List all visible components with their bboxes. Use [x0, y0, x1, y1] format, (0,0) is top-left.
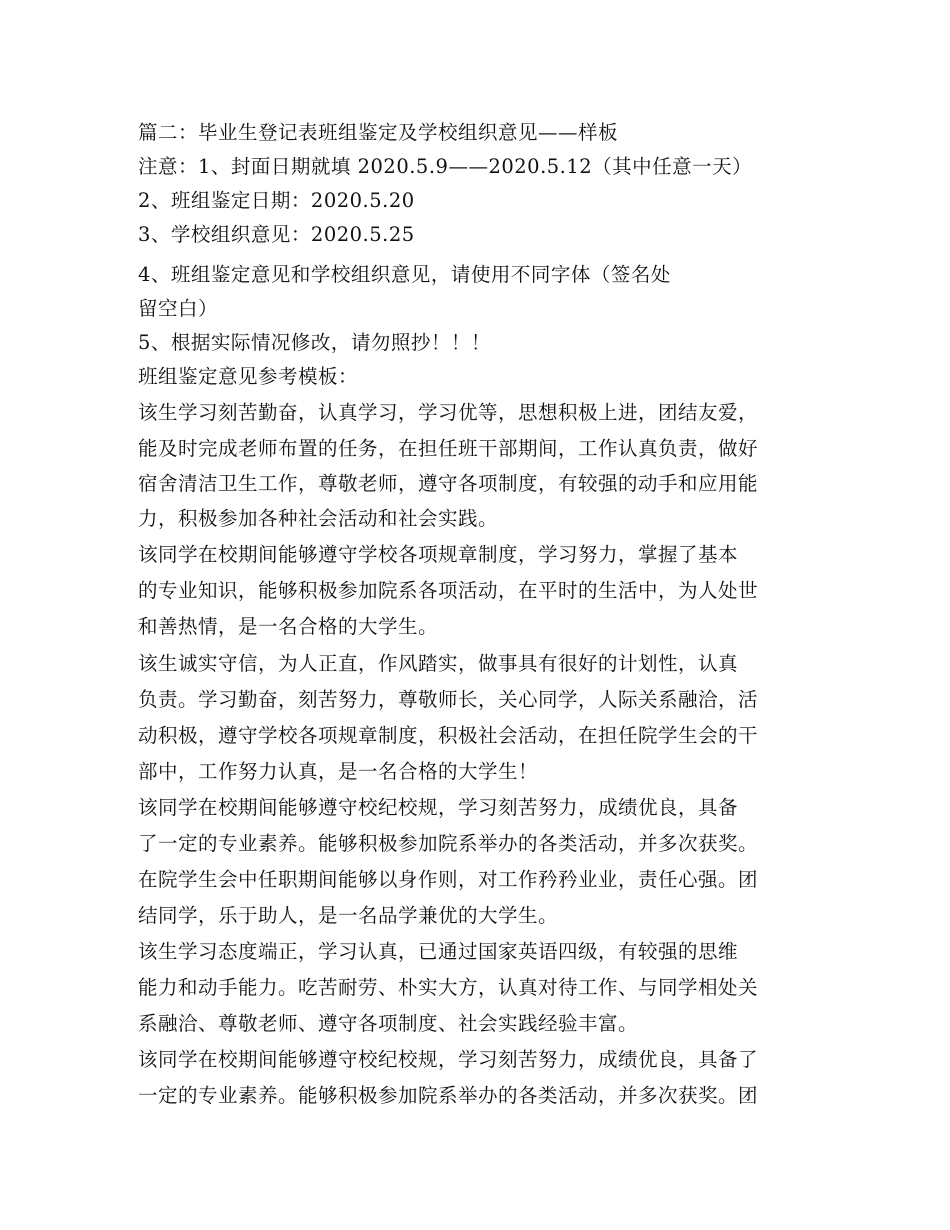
paragraph-line: 负责。学习勤奋，刻苦努力，尊敬师长，关心同学，人际关系融洽，活 [138, 688, 759, 711]
paragraph-line: 和善热情，是一名合格的大学生。 [138, 615, 439, 638]
paragraph-line: 能及时完成老师布置的任务，在担任班干部期间，工作认真负责，做好 [138, 437, 759, 460]
paragraph-line: 该生学习刻苦勤奋，认真学习，学习优等，思想积极上进，团结友爱， [138, 401, 759, 424]
paragraph-line: 在院学生会中任职期间能够以身作则，对工作矜矜业业，责任心强。团 [138, 868, 759, 891]
paragraph-line: 部中，工作努力认真，是一名合格的大学生！ [138, 760, 539, 783]
paragraph-line: 一定的专业素养。能够积极参加院系举办的各类活动，并多次获奖。团 [138, 1084, 759, 1107]
paragraph-line: 该生诚实守信，为人正直，作风踏实，做事具有很好的计划性，认真 [138, 652, 739, 675]
note-line: 留空白） [138, 297, 219, 320]
note-line: 2、班组鉴定日期：2020.5.20 [138, 189, 415, 212]
paragraph-line: 该同学在校期间能够遵守学校各项规章制度，学习努力，掌握了基本 [138, 543, 739, 566]
doc-title: 篇二：毕业生登记表班组鉴定及学校组织意见——样板 [138, 121, 619, 144]
paragraph-line: 该生学习态度端正，学习认真，已通过国家英语四级，有较强的思维 [138, 940, 739, 963]
note-line: 注意：1、封面日期就填 2020.5.9——2020.5.12（其中任意一天） [138, 155, 753, 178]
note-line: 3、学校组织意见：2020.5.25 [138, 223, 415, 246]
paragraph-line: 的专业知识，能够积极参加院系各项活动，在平时的生活中，为人处世 [138, 579, 759, 602]
paragraph-line: 力，积极参加各种社会活动和社会实践。 [138, 507, 499, 530]
paragraph-line: 系融洽、尊敬老师、遵守各项制度、社会实践经验丰富。 [138, 1012, 639, 1035]
paragraph-line: 能力和动手能力。吃苦耐劳、朴实大方，认真对待工作、与同学相处关 [138, 976, 759, 999]
section-heading: 班组鉴定意见参考模板： [138, 365, 359, 388]
paragraph-line: 了一定的专业素养。能够积极参加院系举办的各类活动，并多次获奖。 [138, 832, 759, 855]
note-line: 5、根据实际情况修改，请勿照抄！！！ [138, 331, 491, 354]
paragraph-line: 该同学在校期间能够遵守校纪校规，学习刻苦努力，成绩优良，具备了 [138, 1048, 759, 1071]
paragraph-line: 该同学在校期间能够遵守校纪校规，学习刻苦努力，成绩优良，具备 [138, 796, 739, 819]
paragraph-line: 宿舍清洁卫生工作，尊敬老师，遵守各项制度，有较强的动手和应用能 [138, 472, 759, 495]
note-line: 4、班组鉴定意见和学校组织意见，请使用不同字体（签名处 [138, 263, 671, 286]
paragraph-line: 动积极，遵守学校各项规章制度，积极社会活动，在担任院学生会的干 [138, 724, 759, 747]
paragraph-line: 结同学，乐于助人，是一名品学兼优的大学生。 [138, 904, 559, 927]
